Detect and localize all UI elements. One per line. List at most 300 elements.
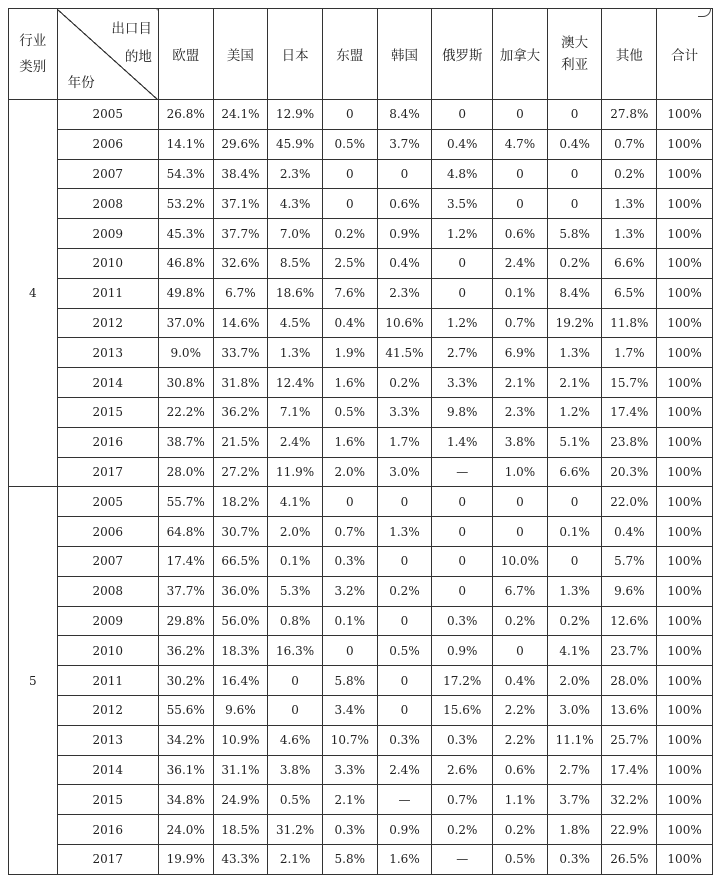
share-cell: 100% (657, 576, 713, 606)
year-cell: 2013 (57, 725, 158, 755)
table-row (9, 427, 713, 457)
year-cell: 2012 (57, 695, 158, 725)
share-cell: 0 (547, 487, 602, 517)
share-cell: 1.4% (432, 427, 493, 457)
share-cell: 0 (493, 636, 548, 666)
share-cell: 24.9% (213, 785, 268, 815)
share-cell: 18.2% (213, 487, 268, 517)
share-cell: 0.5% (268, 785, 323, 815)
table-body (9, 100, 713, 875)
share-cell: 0.9% (377, 219, 432, 249)
share-cell: 41.5% (377, 338, 432, 368)
share-cell: 1.6% (322, 368, 377, 398)
table-row (9, 517, 713, 547)
table-row (9, 606, 713, 636)
year-cell: 2008 (57, 189, 158, 219)
share-cell: 0 (432, 576, 493, 606)
share-cell: 12.4% (268, 368, 323, 398)
share-cell: 49.8% (158, 278, 213, 308)
share-cell: 1.3% (602, 189, 657, 219)
share-cell: 21.5% (213, 427, 268, 457)
australia-label-line2: 利亚 (561, 57, 589, 73)
export-share-table-container (8, 8, 713, 875)
diagonal-header-cell (57, 9, 158, 100)
share-cell: 0.4% (322, 308, 377, 338)
share-cell: 9.8% (432, 397, 493, 427)
share-cell: 66.5% (213, 546, 268, 576)
share-cell: 100% (657, 546, 713, 576)
share-cell: 3.2% (322, 576, 377, 606)
share-cell: 6.7% (213, 278, 268, 308)
share-cell: 55.7% (158, 487, 213, 517)
share-cell: 0.6% (493, 219, 548, 249)
share-cell: 11.1% (547, 725, 602, 755)
table-row (9, 546, 713, 576)
share-cell: 15.6% (432, 695, 493, 725)
share-cell: 38.7% (158, 427, 213, 457)
share-cell: 100% (657, 397, 713, 427)
share-cell: 29.8% (158, 606, 213, 636)
share-cell: 16.3% (268, 636, 323, 666)
share-cell: 8.4% (377, 100, 432, 130)
share-cell: 30.2% (158, 666, 213, 696)
share-cell: 4.6% (268, 725, 323, 755)
share-cell: 3.3% (322, 755, 377, 785)
share-cell: 55.6% (158, 695, 213, 725)
share-cell: 2.3% (377, 278, 432, 308)
share-cell: 2.7% (547, 755, 602, 785)
table-row (9, 219, 713, 249)
share-cell: 0.3% (322, 546, 377, 576)
share-cell: 5.8% (547, 219, 602, 249)
share-cell: 1.3% (547, 576, 602, 606)
share-cell: 24.0% (158, 815, 213, 845)
share-cell: 38.4% (213, 159, 268, 189)
share-cell: 2.6% (432, 755, 493, 785)
share-cell: 6.6% (602, 248, 657, 278)
share-cell: 37.1% (213, 189, 268, 219)
share-cell: 1.3% (377, 517, 432, 547)
share-cell: 37.7% (213, 219, 268, 249)
share-cell: 0.4% (493, 666, 548, 696)
share-cell: 0.4% (547, 129, 602, 159)
share-cell: 0 (377, 666, 432, 696)
share-cell: 23.8% (602, 427, 657, 457)
share-cell: 32.6% (213, 248, 268, 278)
share-cell: 4.8% (432, 159, 493, 189)
share-cell: 18.5% (213, 815, 268, 845)
share-cell: 0.5% (493, 844, 548, 874)
share-cell: 8.5% (268, 248, 323, 278)
share-cell: 0.9% (377, 815, 432, 845)
table-row (9, 129, 713, 159)
share-cell: 0 (322, 487, 377, 517)
share-cell: 5.3% (268, 576, 323, 606)
share-cell: 1.6% (322, 427, 377, 457)
share-cell: 100% (657, 815, 713, 845)
share-cell: — (432, 457, 493, 487)
share-cell: 0 (547, 189, 602, 219)
table-row (9, 815, 713, 845)
share-cell: 8.4% (547, 278, 602, 308)
share-cell: 0.7% (322, 517, 377, 547)
share-cell: 0 (493, 100, 548, 130)
industry-category-cell: 4 (9, 100, 58, 487)
share-cell: 28.0% (158, 457, 213, 487)
table-row (9, 278, 713, 308)
share-cell: 3.5% (432, 189, 493, 219)
share-cell: 36.2% (158, 636, 213, 666)
share-cell: 2.0% (268, 517, 323, 547)
share-cell: 1.3% (547, 338, 602, 368)
share-cell: 1.7% (602, 338, 657, 368)
share-cell: 0.2% (432, 815, 493, 845)
share-cell: 0.1% (547, 517, 602, 547)
table-row (9, 666, 713, 696)
share-cell: 7.0% (268, 219, 323, 249)
share-cell: 31.8% (213, 368, 268, 398)
share-cell: 100% (657, 427, 713, 457)
share-cell: 2.1% (547, 368, 602, 398)
col-header-other: 其他 (602, 9, 657, 100)
share-cell: 32.2% (602, 785, 657, 815)
industry-category-cell: 5 (9, 487, 58, 874)
share-cell: 0.2% (547, 248, 602, 278)
share-cell: 10.9% (213, 725, 268, 755)
share-cell: 13.6% (602, 695, 657, 725)
share-cell: 100% (657, 457, 713, 487)
col-header-australia (547, 9, 602, 100)
share-cell: 27.2% (213, 457, 268, 487)
share-cell: 15.7% (602, 368, 657, 398)
share-cell: 0.7% (493, 308, 548, 338)
share-cell: 1.6% (377, 844, 432, 874)
share-cell: 45.3% (158, 219, 213, 249)
share-cell: 53.2% (158, 189, 213, 219)
share-cell: 0.2% (377, 368, 432, 398)
share-cell: 0.3% (432, 725, 493, 755)
table-row (9, 576, 713, 606)
col-header-asean: 东盟 (322, 9, 377, 100)
share-cell: 19.9% (158, 844, 213, 874)
share-cell: 14.1% (158, 129, 213, 159)
share-cell: 22.2% (158, 397, 213, 427)
industry-label-line2: 类别 (19, 59, 47, 75)
share-cell: 0.3% (322, 815, 377, 845)
year-cell: 2011 (57, 278, 158, 308)
share-cell: 1.0% (493, 457, 548, 487)
year-cell: 2011 (57, 666, 158, 696)
share-cell: 0.4% (602, 517, 657, 547)
share-cell: 100% (657, 844, 713, 874)
year-cell: 2017 (57, 457, 158, 487)
share-cell: 0.2% (547, 606, 602, 636)
share-cell: 0.1% (322, 606, 377, 636)
year-cell: 2016 (57, 815, 158, 845)
share-cell: 0 (377, 159, 432, 189)
share-cell: 33.7% (213, 338, 268, 368)
share-cell: 0 (547, 546, 602, 576)
col-header-japan: 日本 (268, 9, 323, 100)
table-row (9, 695, 713, 725)
share-cell: 0 (493, 189, 548, 219)
share-cell: 1.2% (432, 219, 493, 249)
share-cell: 9.0% (158, 338, 213, 368)
share-cell: 0.2% (602, 159, 657, 189)
share-cell: 2.4% (493, 248, 548, 278)
share-cell: 0.5% (322, 129, 377, 159)
share-cell: 2.0% (322, 457, 377, 487)
share-cell: 64.8% (158, 517, 213, 547)
year-cell: 2013 (57, 338, 158, 368)
australia-label-line1: 澳大 (561, 35, 589, 51)
share-cell: 6.9% (493, 338, 548, 368)
share-cell: 17.4% (602, 755, 657, 785)
share-cell: 10.7% (322, 725, 377, 755)
share-cell: 25.7% (602, 725, 657, 755)
year-cell: 2005 (57, 487, 158, 517)
share-cell: 54.3% (158, 159, 213, 189)
year-cell: 2006 (57, 517, 158, 547)
share-cell: 5.8% (322, 844, 377, 874)
share-cell: 43.3% (213, 844, 268, 874)
share-cell: 100% (657, 666, 713, 696)
table-row (9, 100, 713, 130)
share-cell: 0 (432, 278, 493, 308)
share-cell: 3.8% (268, 755, 323, 785)
share-cell: 26.8% (158, 100, 213, 130)
share-cell: 1.3% (602, 219, 657, 249)
year-cell: 2017 (57, 844, 158, 874)
share-cell: 17.4% (602, 397, 657, 427)
share-cell: 30.8% (158, 368, 213, 398)
share-cell: 0.6% (377, 189, 432, 219)
table-row (9, 368, 713, 398)
share-cell: 34.2% (158, 725, 213, 755)
year-cell: 2007 (57, 546, 158, 576)
header-row (9, 9, 713, 100)
share-cell: 0.3% (377, 725, 432, 755)
share-cell: 18.3% (213, 636, 268, 666)
share-cell: 0.5% (322, 397, 377, 427)
share-cell: 16.4% (213, 666, 268, 696)
share-cell: 0 (493, 159, 548, 189)
share-cell: 28.0% (602, 666, 657, 696)
share-cell: 10.6% (377, 308, 432, 338)
share-cell: 27.8% (602, 100, 657, 130)
share-cell: 0.4% (432, 129, 493, 159)
share-cell: 0 (322, 189, 377, 219)
share-cell: 100% (657, 695, 713, 725)
share-cell: 0.2% (493, 606, 548, 636)
share-cell: 0.2% (322, 219, 377, 249)
share-cell: 56.0% (213, 606, 268, 636)
year-cell: 2006 (57, 129, 158, 159)
share-cell: 12.9% (268, 100, 323, 130)
share-cell: 12.6% (602, 606, 657, 636)
share-cell: 36.0% (213, 576, 268, 606)
share-cell: 17.4% (158, 546, 213, 576)
share-cell: 37.7% (158, 576, 213, 606)
share-cell: 7.6% (322, 278, 377, 308)
share-cell: 3.0% (377, 457, 432, 487)
share-cell: 2.3% (493, 397, 548, 427)
share-cell: 14.6% (213, 308, 268, 338)
share-cell: 36.2% (213, 397, 268, 427)
destination-label-line2: 的地 (124, 49, 152, 65)
share-cell: 0.6% (493, 755, 548, 785)
year-cell: 2007 (57, 159, 158, 189)
share-cell: 31.1% (213, 755, 268, 785)
export-destination-share-table (8, 8, 713, 875)
share-cell: 100% (657, 129, 713, 159)
share-cell: 100% (657, 189, 713, 219)
share-cell: — (377, 785, 432, 815)
year-cell: 2009 (57, 219, 158, 249)
share-cell: 3.7% (547, 785, 602, 815)
share-cell: 100% (657, 100, 713, 130)
share-cell: 0.7% (602, 129, 657, 159)
share-cell: 100% (657, 725, 713, 755)
share-cell: 6.5% (602, 278, 657, 308)
share-cell: 0.5% (377, 636, 432, 666)
share-cell: 0 (432, 248, 493, 278)
share-cell: 0 (432, 546, 493, 576)
share-cell: 0.8% (268, 606, 323, 636)
year-cell: 2008 (57, 576, 158, 606)
share-cell: 22.0% (602, 487, 657, 517)
share-cell: 0 (432, 517, 493, 547)
share-cell: 0 (268, 666, 323, 696)
share-cell: 3.3% (432, 368, 493, 398)
share-cell: 0 (547, 100, 602, 130)
share-cell: 7.1% (268, 397, 323, 427)
share-cell: 31.2% (268, 815, 323, 845)
share-cell: 9.6% (602, 576, 657, 606)
industry-label-line1: 行业 (19, 33, 47, 49)
share-cell: 0 (377, 695, 432, 725)
share-cell: 11.9% (268, 457, 323, 487)
share-cell: 100% (657, 219, 713, 249)
table-row (9, 636, 713, 666)
year-cell: 2010 (57, 248, 158, 278)
share-cell: 6.7% (493, 576, 548, 606)
share-cell: 6.6% (547, 457, 602, 487)
share-cell: 4.7% (493, 129, 548, 159)
share-cell: 2.2% (493, 725, 548, 755)
share-cell: 29.6% (213, 129, 268, 159)
share-cell: 46.8% (158, 248, 213, 278)
share-cell: 100% (657, 517, 713, 547)
share-cell: 36.1% (158, 755, 213, 785)
share-cell: 0 (432, 100, 493, 130)
year-cell: 2005 (57, 100, 158, 130)
share-cell: 100% (657, 368, 713, 398)
share-cell: 30.7% (213, 517, 268, 547)
col-header-total: 合计 (657, 9, 713, 100)
share-cell: 23.7% (602, 636, 657, 666)
table-row (9, 844, 713, 874)
col-header-russia: 俄罗斯 (432, 9, 493, 100)
share-cell: 100% (657, 487, 713, 517)
share-cell: 1.1% (493, 785, 548, 815)
share-cell: 1.2% (547, 397, 602, 427)
table-row (9, 397, 713, 427)
share-cell: 22.9% (602, 815, 657, 845)
year-cell: 2014 (57, 368, 158, 398)
industry-category-header (9, 9, 58, 100)
share-cell: 10.0% (493, 546, 548, 576)
destination-label-line1: 出口目 (111, 21, 152, 37)
share-cell: 0 (377, 606, 432, 636)
table-row (9, 785, 713, 815)
share-cell: 0.3% (432, 606, 493, 636)
share-cell: 100% (657, 785, 713, 815)
share-cell: 3.3% (377, 397, 432, 427)
year-cell: 2012 (57, 308, 158, 338)
share-cell: 100% (657, 308, 713, 338)
table-row (9, 487, 713, 517)
share-cell: 100% (657, 338, 713, 368)
share-cell: 0.4% (377, 248, 432, 278)
share-cell: 0.9% (432, 636, 493, 666)
col-header-canada: 加拿大 (493, 9, 548, 100)
share-cell: 0 (493, 487, 548, 517)
share-cell: 0.2% (377, 576, 432, 606)
share-cell: 0.1% (493, 278, 548, 308)
share-cell: 0 (268, 695, 323, 725)
year-cell: 2015 (57, 785, 158, 815)
share-cell: 100% (657, 636, 713, 666)
share-cell: 0 (377, 546, 432, 576)
share-cell: 4.3% (268, 189, 323, 219)
share-cell: 2.5% (322, 248, 377, 278)
share-cell: 26.5% (602, 844, 657, 874)
share-cell: 2.0% (547, 666, 602, 696)
share-cell: 0.2% (493, 815, 548, 845)
share-cell: 0 (377, 487, 432, 517)
share-cell: 2.1% (322, 785, 377, 815)
share-cell: 0 (322, 636, 377, 666)
share-cell: 3.7% (377, 129, 432, 159)
share-cell: 4.5% (268, 308, 323, 338)
year-cell: 2009 (57, 606, 158, 636)
share-cell: 4.1% (268, 487, 323, 517)
share-cell: 20.3% (602, 457, 657, 487)
share-cell: 1.2% (432, 308, 493, 338)
share-cell: 2.4% (268, 427, 323, 457)
share-cell: 17.2% (432, 666, 493, 696)
share-cell: 5.1% (547, 427, 602, 457)
share-cell: 0.7% (432, 785, 493, 815)
share-cell: 0.1% (268, 546, 323, 576)
share-cell: 11.8% (602, 308, 657, 338)
share-cell: 3.8% (493, 427, 548, 457)
table-row (9, 189, 713, 219)
col-header-usa: 美国 (213, 9, 268, 100)
table-row (9, 725, 713, 755)
table-row (9, 338, 713, 368)
share-cell: 1.8% (547, 815, 602, 845)
share-cell: 24.1% (213, 100, 268, 130)
share-cell: 2.1% (268, 844, 323, 874)
col-header-eu: 欧盟 (158, 9, 213, 100)
share-cell: 100% (657, 755, 713, 785)
table-row (9, 457, 713, 487)
share-cell: 0.3% (547, 844, 602, 874)
share-cell: 2.3% (268, 159, 323, 189)
year-label: 年份 (67, 75, 95, 91)
